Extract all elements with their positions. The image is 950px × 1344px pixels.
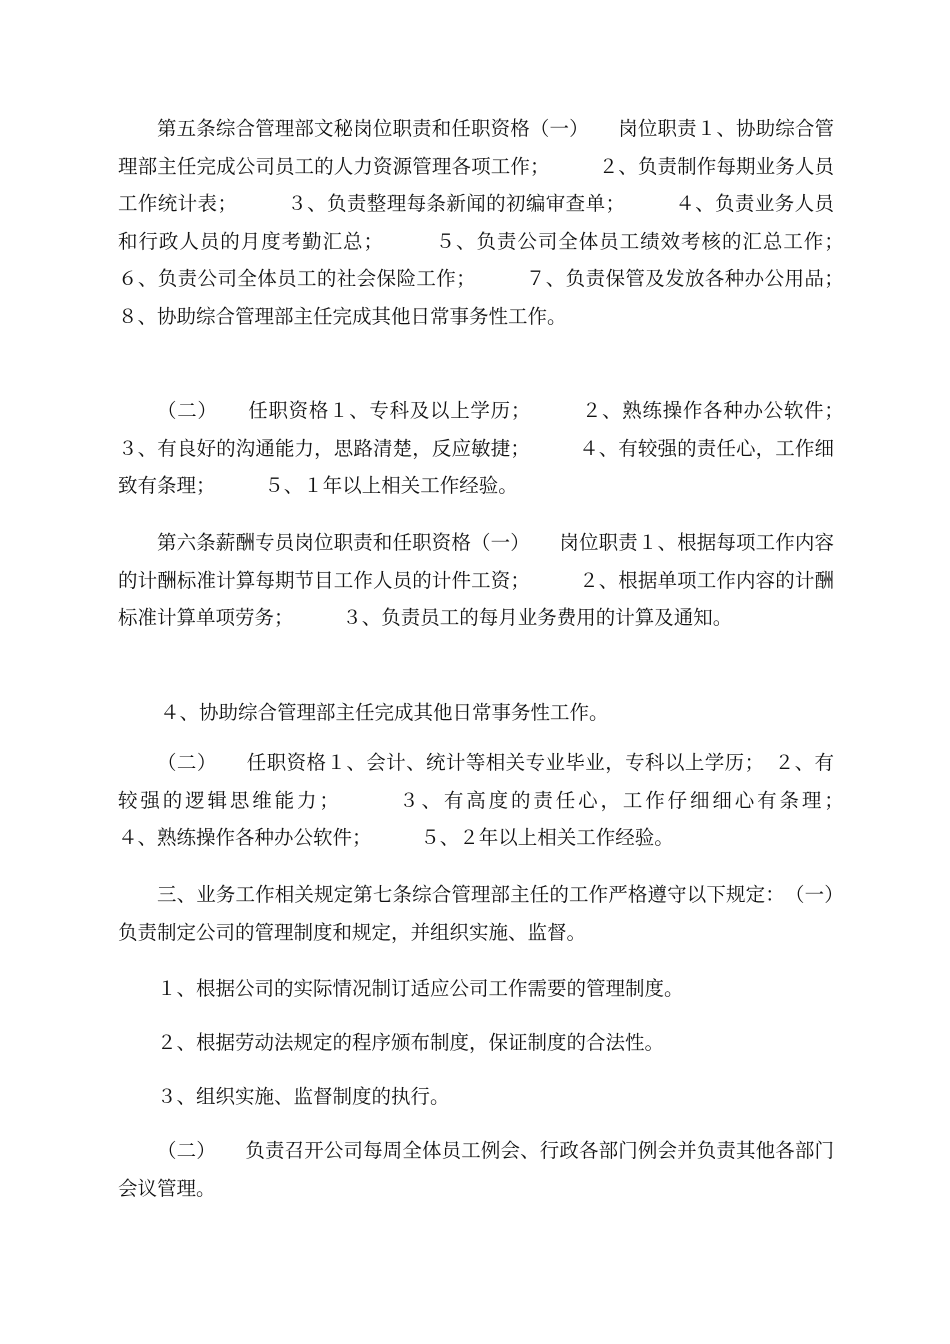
- paragraph-article-7-section-2: （二） 负责召开公司每周全体员工例会、行政各部门例会并负责其他各部门会议管理。: [118, 1139, 834, 1200]
- paragraph-article-6-item-4: ４、协助综合管理部主任完成其他日常事务性工作。: [160, 701, 609, 724]
- paragraph-section-3-article-7: 三、业务工作相关规定第七条综合管理部主任的工作严格遵守以下规定： （一） 负责制定公司的管理制度和规定，并组织实施、监督。: [118, 883, 874, 944]
- paragraph-article-5: 第五条综合管理部文秘岗位职责和任职资格（一） 岗位职责１、协助综合管理部主任完成公司员工的人力资源管理各项工作； ２、负责制作每期业务人员工作统计表； ３、负责整理每条新闻的初编审查单； ４、负责业务人员和行政人员的月度考勤汇总； ５、负责公司全体员工绩效考核的汇总工作； ６、负责公司全体员工的社会保险工作； ７、负责保管及发放各种办公用品； ８、协助综合管理部主任完成其他日常事务性工作。: [118, 117, 893, 328]
- paragraph-article-6-qualifications: （二） 任职资格１、会计、统计等相关专业毕业，专科以上学历； ２、有较强的逻辑思维能力； ３、有高度的责任心，工作仔细细心有条理； ４、熟练操作各种办公软件； ５、２年以上相关工作经验。: [118, 751, 893, 849]
- paragraph-article-7-item-2: ２、根据劳动法规定的程序颁布制度，保证制度的合法性。: [157, 1031, 665, 1054]
- paragraph-article-6: 第六条薪酬专员岗位职责和任职资格（一） 岗位职责１、根据每项工作内容的计酬标准计算每期节目工作人员的计件工资； ２、根据单项工作内容的计酬标准计算单项劳务； ３、负责员工的每月业务费用的计算及通知。: [118, 531, 834, 629]
- paragraph-article-7-item-3: ３、组织实施、监督制度的执行。: [157, 1085, 450, 1108]
- paragraph-article-5-qualifications: （二） 任职资格１、专科及以上学历； ２、熟练操作各种办公软件； ３、有良好的沟通能力，思路清楚，反应敏捷； ４、有较强的责任心，工作细致有条理； ５、１年以上相关工作经验。: [118, 399, 893, 497]
- paragraph-article-7-item-1: １、根据公司的实际情况制订适应公司工作需要的管理制度。: [157, 977, 684, 1000]
